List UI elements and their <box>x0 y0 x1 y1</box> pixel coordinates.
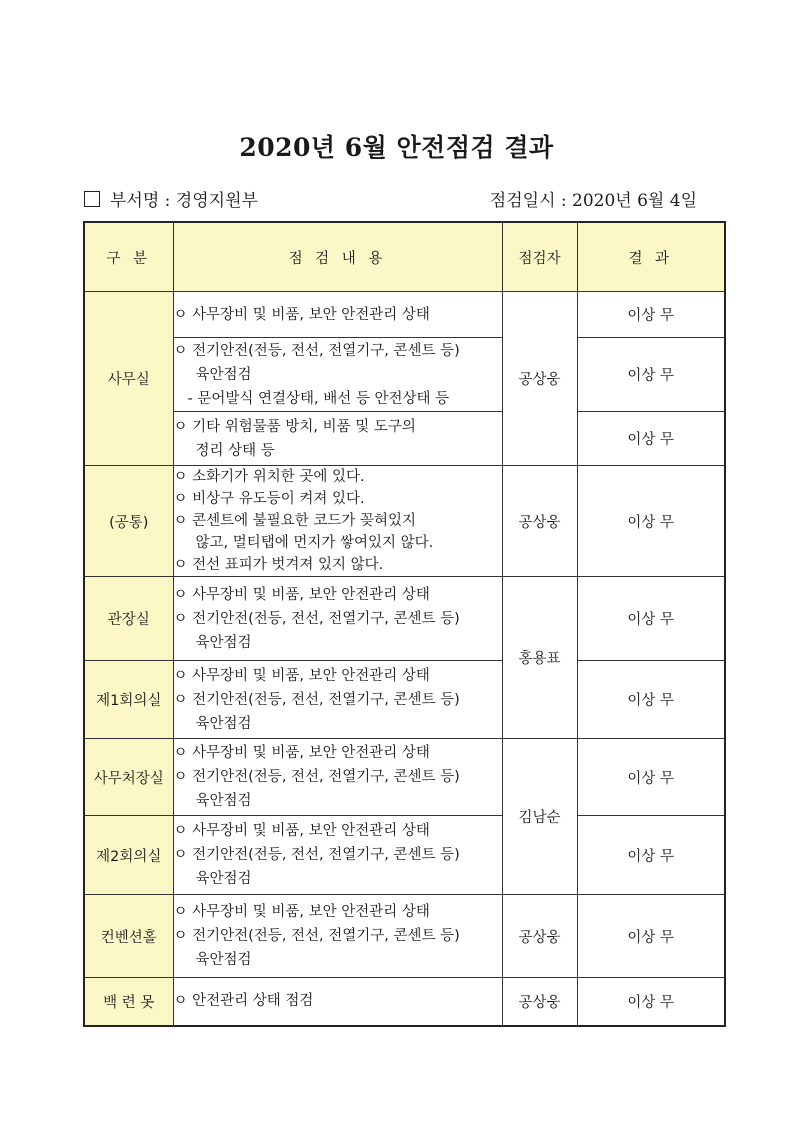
department-label: 부서명 : 경영지원부 <box>110 191 258 211</box>
content-line: ㅇ 전기안전(전등, 전선, 전열기구, 콘센트 등) <box>173 610 460 627</box>
inspector-cell: 김남순 <box>502 739 577 895</box>
department-line <box>84 186 258 211</box>
content-line: 육안점검 <box>195 871 252 887</box>
table-row <box>84 816 725 895</box>
category-cell: 관장실 <box>84 577 173 661</box>
content-line: ㅇ 전기안전(전등, 전선, 전열기구, 콘센트 등) <box>173 928 460 944</box>
result-cell: 이상 무 <box>577 338 725 412</box>
content-cell <box>173 661 502 739</box>
content-line: ㅇ 안전관리 상태 점검 <box>173 993 314 1010</box>
header-result: 결 과 <box>577 222 725 292</box>
result-cell: 이상 무 <box>577 739 725 816</box>
category-cell: 백 련 못 <box>84 978 173 1026</box>
content-line: ㅇ 전기안전(전등, 전선, 전열기구, 콘센트 등) <box>173 847 460 863</box>
table-row <box>84 292 725 338</box>
content-cell <box>173 292 502 338</box>
content-line: ㅇ 사무장비 및 비품, 보안 안전관리 상태 <box>173 586 430 603</box>
content-line: ㅇ 사무장비 및 비품, 보안 안전관리 상태 <box>173 904 430 920</box>
content-line: 육안점검 <box>195 634 252 651</box>
category-cell: 사무처장실 <box>84 739 173 816</box>
content-line: ㅇ 사무장비 및 비품, 보안 안전관리 상태 <box>173 823 430 839</box>
content-line: ㅇ 소화기가 위치한 곳에 있다. <box>173 469 365 485</box>
content-line: ㅇ 전선 표피가 벗겨져 있지 않다. <box>173 557 384 573</box>
inspector-cell: 공상웅 <box>502 895 577 978</box>
result-cell: 이상 무 <box>577 816 725 895</box>
content-line: ㅇ 사무장비 및 비품, 보안 안전관리 상태 <box>173 745 430 761</box>
content-cell <box>173 466 502 577</box>
table-row <box>84 739 725 816</box>
category-cell: 사무실 <box>84 292 173 466</box>
category-cell: 컨벤션홀 <box>84 895 173 978</box>
page-title: 2020년 6월 안전점검 결과 <box>239 133 554 162</box>
header-content: 점 검 내 용 <box>173 222 502 292</box>
content-cell <box>173 895 502 978</box>
inspector-cell: 공상웅 <box>502 292 577 466</box>
content-cell <box>173 816 502 895</box>
result-cell: 이상 무 <box>577 292 725 338</box>
result-cell: 이상 무 <box>577 577 725 661</box>
content-line: 정리 상태 등 <box>195 442 275 459</box>
table-row <box>84 466 725 577</box>
content-line: 육안점검 <box>195 366 252 383</box>
table-row <box>84 978 725 1026</box>
checkbox-icon[interactable] <box>84 191 100 207</box>
content-line: ㅇ 전기안전(전등, 전선, 전열기구, 콘센트 등) <box>173 691 460 708</box>
content-line: 육안점검 <box>195 793 252 809</box>
table-row <box>84 338 725 412</box>
content-line: - 문어발식 연결상태, 배선 등 안전상태 등 <box>187 390 450 407</box>
content-line: ㅇ 사무장비 및 비품, 보안 안전관리 상태 <box>173 667 430 684</box>
result-cell: 이상 무 <box>577 466 725 577</box>
content-line: ㅇ 전기안전(전등, 전선, 전열기구, 콘센트 등) <box>173 342 460 359</box>
content-cell <box>173 577 502 661</box>
category-cell: 제1회의실 <box>84 661 173 739</box>
category-cell: (공통) <box>84 466 173 577</box>
content-cell <box>173 978 502 1026</box>
result-cell: 이상 무 <box>577 412 725 466</box>
content-line: ㅇ 사무장비 및 비품, 보안 안전관리 상태 <box>173 306 430 323</box>
table-row <box>84 577 725 661</box>
content-line: ㅇ 콘센트에 불필요한 코드가 꽂혀있지 <box>173 513 417 529</box>
result-cell: 이상 무 <box>577 978 725 1026</box>
table-row <box>84 661 725 739</box>
content-line: 육안점검 <box>195 715 252 732</box>
result-cell: 이상 무 <box>577 895 725 978</box>
inspection-table <box>83 221 726 1027</box>
category-cell: 제2회의실 <box>84 816 173 895</box>
inspector-cell: 홍용표 <box>502 577 577 739</box>
content-line: ㅇ 전기안전(전등, 전선, 전열기구, 콘센트 등) <box>173 769 460 785</box>
header-inspector: 점검자 <box>502 222 577 292</box>
content-line: 육안점검 <box>195 952 252 968</box>
table-row <box>84 412 725 466</box>
content-cell <box>173 739 502 816</box>
inspector-cell: 공상웅 <box>502 978 577 1026</box>
header-category: 구 분 <box>84 222 173 292</box>
content-cell <box>173 338 502 412</box>
content-line: ㅇ 기타 위험물품 방치, 비품 및 도구의 <box>173 418 416 435</box>
content-line: ㅇ 비상구 유도등이 켜져 있다. <box>173 491 365 507</box>
inspection-date: 점검일시 : 2020년 6월 4일 <box>489 191 697 211</box>
result-cell: 이상 무 <box>577 661 725 739</box>
content-line: 않고, 멀티탭에 먼지가 쌓여있지 않다. <box>195 535 434 551</box>
table-row <box>84 895 725 978</box>
content-cell <box>173 412 502 466</box>
inspector-cell: 공상웅 <box>502 466 577 577</box>
